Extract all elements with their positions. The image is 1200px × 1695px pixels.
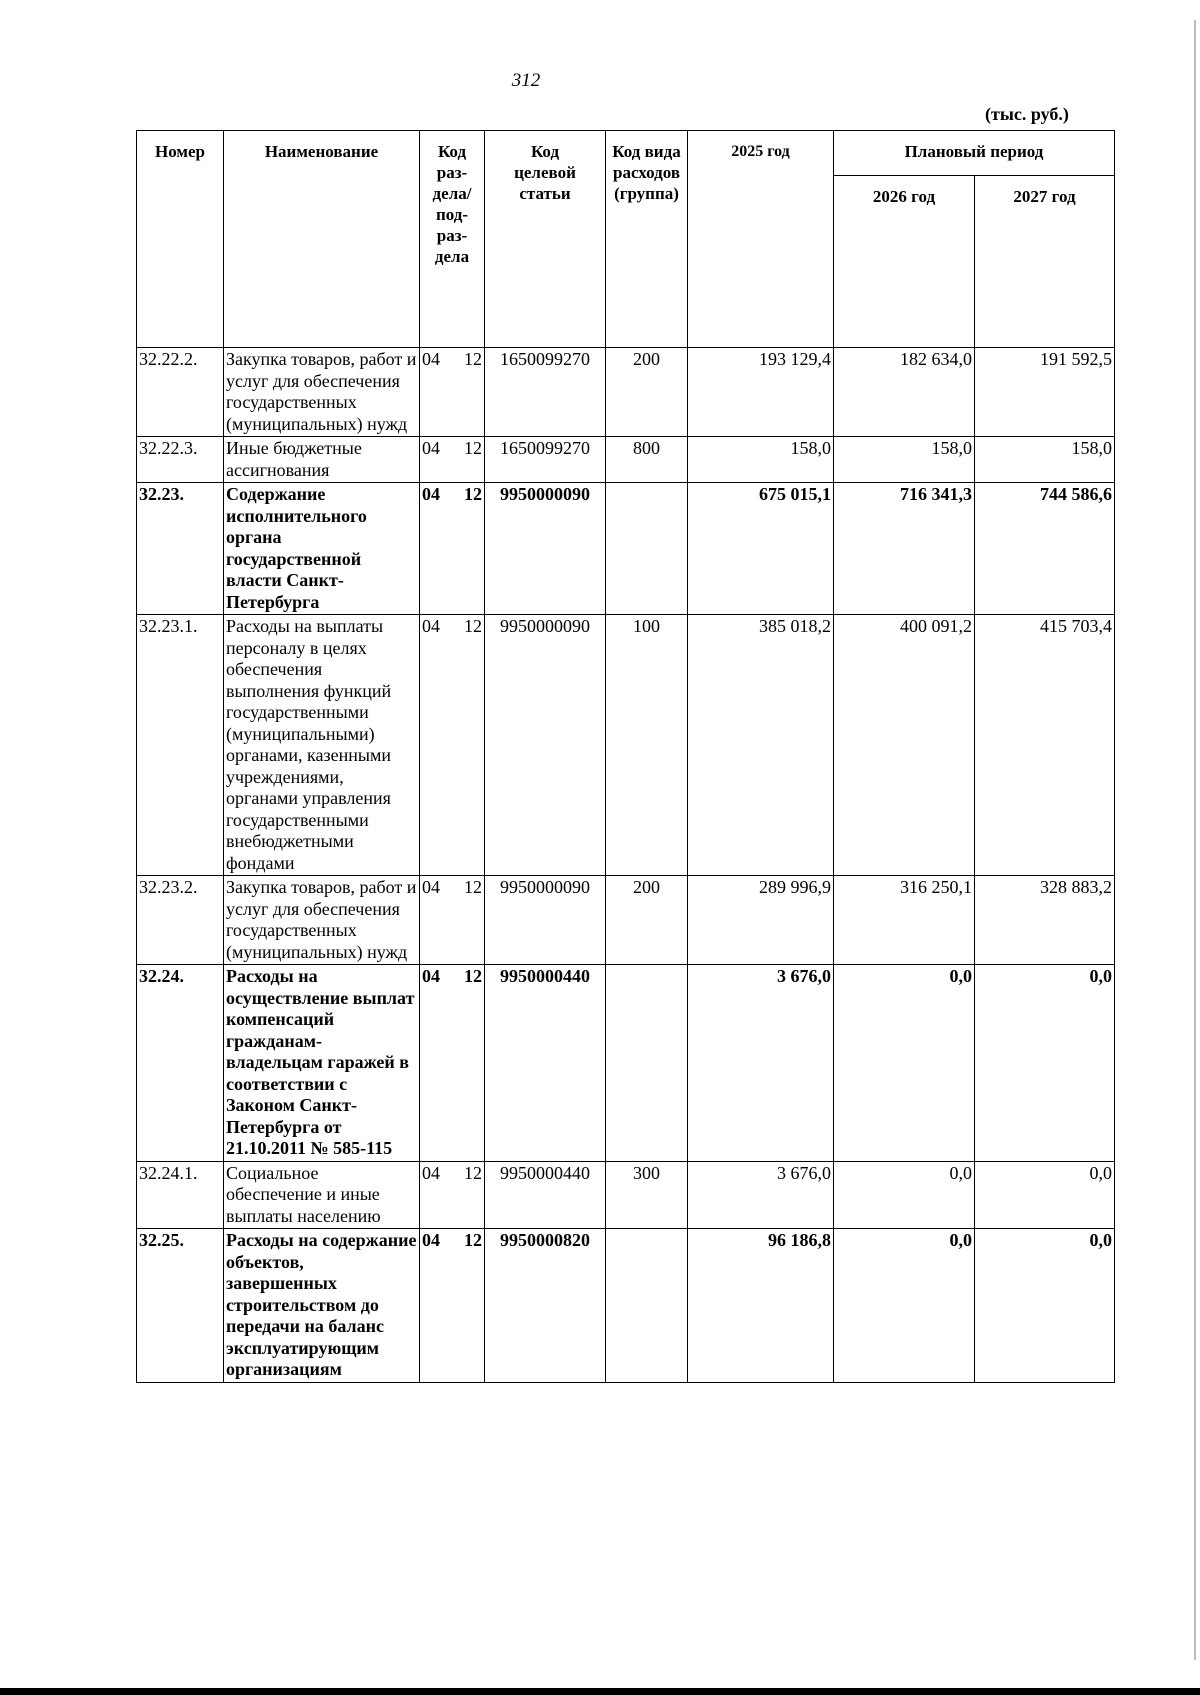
row-amount-2026: 0,0 bbox=[834, 965, 975, 1162]
row-target-code: 9950000090 bbox=[485, 876, 606, 965]
row-razdel bbox=[420, 483, 485, 615]
row-amount-2025: 3 676,0 bbox=[688, 1161, 834, 1229]
row-expense-type: 200 bbox=[606, 348, 688, 437]
row-expense-type: 800 bbox=[606, 437, 688, 483]
table-row bbox=[137, 615, 1115, 876]
row-amount-2025: 289 996,9 bbox=[688, 876, 834, 965]
row-amount-2025: 96 186,8 bbox=[688, 1229, 834, 1383]
row-section-code: 04 bbox=[422, 438, 440, 458]
row-target-code: 9950000090 bbox=[485, 483, 606, 615]
row-razdel bbox=[420, 1229, 485, 1383]
budget-table bbox=[136, 130, 1115, 1383]
row-razdel bbox=[420, 876, 485, 965]
header-target: Код целевой статьи bbox=[485, 131, 606, 348]
row-razdel bbox=[420, 965, 485, 1162]
row-target-code: 9950000090 bbox=[485, 615, 606, 876]
row-amount-2025: 3 676,0 bbox=[688, 965, 834, 1162]
row-amount-2027: 744 586,6 bbox=[975, 483, 1115, 615]
row-subsection-code: 12 bbox=[464, 484, 482, 504]
row-target-code: 9950000440 bbox=[485, 1161, 606, 1229]
row-name: Закупка товаров, работ и услуг для обеспечения государственных (муниципальных) нужд bbox=[224, 876, 420, 965]
row-subsection-code: 12 bbox=[464, 1230, 482, 1250]
table-row bbox=[137, 1229, 1115, 1383]
row-name: Расходы на содержание объектов, завершенных строительством до передачи на баланс эксплуатирующим организациям bbox=[224, 1229, 420, 1383]
row-amount-2027: 0,0 bbox=[975, 965, 1115, 1162]
row-number: 32.24. bbox=[137, 965, 224, 1162]
row-section-code: 04 bbox=[422, 484, 440, 504]
row-amount-2026: 158,0 bbox=[834, 437, 975, 483]
row-amount-2027: 191 592,5 bbox=[975, 348, 1115, 437]
table-header bbox=[137, 131, 1115, 348]
header-plan-period: Плановый период bbox=[834, 131, 1115, 176]
table-row bbox=[137, 348, 1115, 437]
row-amount-2027: 0,0 bbox=[975, 1229, 1115, 1383]
header-razdel: Код раз- дела/ под- раз- дела bbox=[420, 131, 485, 348]
row-section-code: 04 bbox=[422, 877, 440, 897]
row-number: 32.22.2. bbox=[137, 348, 224, 437]
row-razdel bbox=[420, 1161, 485, 1229]
row-section-code: 04 bbox=[422, 616, 440, 636]
row-section-code: 04 bbox=[422, 966, 440, 986]
row-name: Расходы на выплаты персоналу в целях обеспечения выполнения функций государственными (муниципальными) органами, казенными учреждениями, органами управления государственными внебюджетными фондами bbox=[224, 615, 420, 876]
row-subsection-code: 12 bbox=[464, 438, 482, 458]
row-section-code: 04 bbox=[422, 1230, 440, 1250]
row-name: Иные бюджетные ассигнования bbox=[224, 437, 420, 483]
row-section-code: 04 bbox=[422, 1162, 440, 1183]
header-name: Наименование bbox=[224, 131, 420, 348]
scan-edge-line bbox=[1194, 20, 1196, 1660]
header-year-2025: 2025 год bbox=[688, 131, 834, 348]
row-expense-type: 100 bbox=[606, 615, 688, 876]
row-amount-2025: 158,0 bbox=[688, 437, 834, 483]
row-number: 32.23.1. bbox=[137, 615, 224, 876]
row-target-code: 9950000440 bbox=[485, 965, 606, 1162]
header-year-2027: 2027 год bbox=[975, 176, 1115, 348]
row-amount-2026: 400 091,2 bbox=[834, 615, 975, 876]
header-year-2026: 2026 год bbox=[834, 176, 975, 348]
row-expense-type: 200 bbox=[606, 876, 688, 965]
units-label: (тыс. руб.) bbox=[985, 104, 1069, 124]
row-amount-2025: 193 129,4 bbox=[688, 348, 834, 437]
row-expense-type bbox=[606, 965, 688, 1162]
table-row bbox=[137, 876, 1115, 965]
row-expense-type bbox=[606, 1229, 688, 1383]
table-row bbox=[137, 483, 1115, 615]
row-target-code: 9950000820 bbox=[485, 1229, 606, 1383]
row-amount-2027: 415 703,4 bbox=[975, 615, 1115, 876]
row-amount-2026: 716 341,3 bbox=[834, 483, 975, 615]
row-number: 32.22.3. bbox=[137, 437, 224, 483]
row-expense-type bbox=[606, 483, 688, 615]
row-razdel bbox=[420, 437, 485, 483]
row-name: Закупка товаров, работ и услуг для обеспечения государственных (муниципальных) нужд bbox=[224, 348, 420, 437]
scan-footer-bar bbox=[0, 1688, 1200, 1695]
row-amount-2025: 675 015,1 bbox=[688, 483, 834, 615]
row-subsection-code: 12 bbox=[464, 1162, 482, 1183]
row-number: 32.25. bbox=[137, 1229, 224, 1383]
row-amount-2026: 0,0 bbox=[834, 1161, 975, 1229]
row-number: 32.24.1. bbox=[137, 1161, 224, 1229]
row-number: 32.23. bbox=[137, 483, 224, 615]
row-amount-2025: 385 018,2 bbox=[688, 615, 834, 876]
row-amount-2026: 316 250,1 bbox=[834, 876, 975, 965]
row-subsection-code: 12 bbox=[464, 616, 482, 636]
row-amount-2026: 0,0 bbox=[834, 1229, 975, 1383]
row-subsection-code: 12 bbox=[464, 966, 482, 986]
row-amount-2026: 182 634,0 bbox=[834, 348, 975, 437]
row-razdel bbox=[420, 615, 485, 876]
header-number: Номер bbox=[137, 131, 224, 348]
table-body bbox=[137, 348, 1115, 1383]
row-number: 32.23.2. bbox=[137, 876, 224, 965]
row-target-code: 1650099270 bbox=[485, 348, 606, 437]
page-number: 312 bbox=[511, 70, 541, 91]
row-amount-2027: 0,0 bbox=[975, 1161, 1115, 1229]
row-section-code: 04 bbox=[422, 349, 440, 369]
row-target-code: 1650099270 bbox=[485, 437, 606, 483]
table-row bbox=[137, 1161, 1115, 1229]
row-amount-2027: 328 883,2 bbox=[975, 876, 1115, 965]
header-vid: Код вида расходов (группа) bbox=[606, 131, 688, 348]
row-subsection-code: 12 bbox=[464, 877, 482, 897]
row-subsection-code: 12 bbox=[464, 349, 482, 369]
row-razdel bbox=[420, 348, 485, 437]
table-row bbox=[137, 437, 1115, 483]
table-row bbox=[137, 965, 1115, 1162]
row-amount-2027: 158,0 bbox=[975, 437, 1115, 483]
row-name: Расходы на осуществление выплат компенсаций гражданам-владельцам гаражей в соответствии с Законом Санкт-Петербурга от 21.10.2011 № 585-115 bbox=[224, 965, 420, 1162]
row-name: Содержание исполнительного органа государственной власти Санкт-Петербурга bbox=[224, 483, 420, 615]
row-expense-type: 300 bbox=[606, 1161, 688, 1229]
row-name: Социальное обеспечение и иные выплаты населению bbox=[224, 1161, 420, 1229]
